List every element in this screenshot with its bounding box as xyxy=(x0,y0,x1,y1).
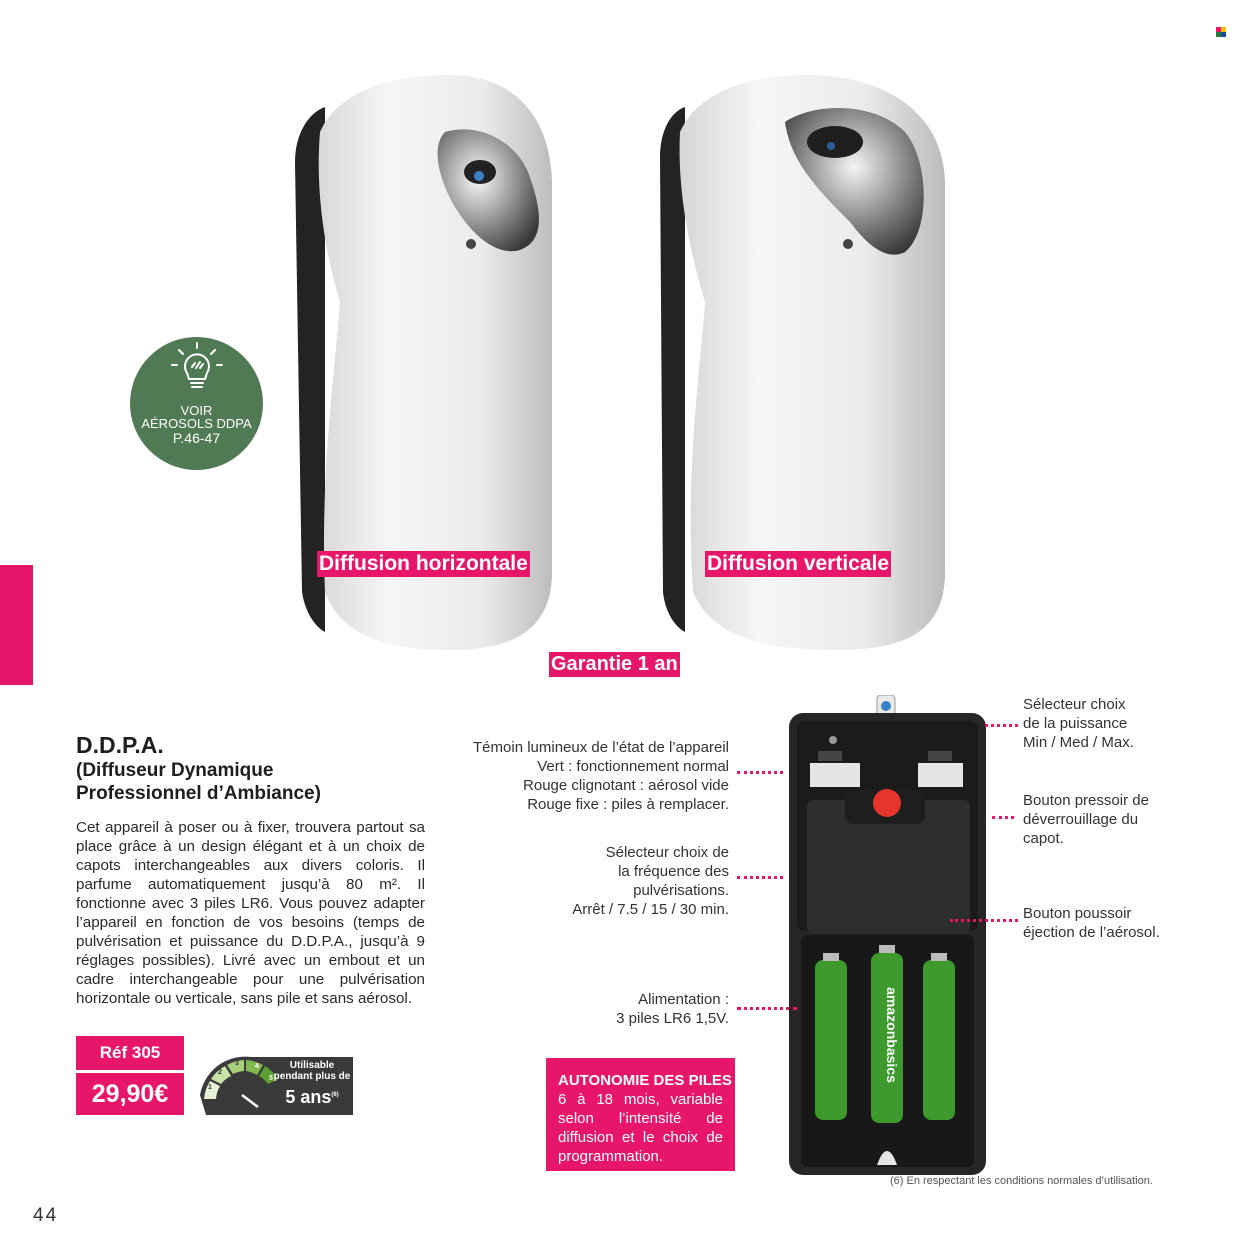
gauge-tick-5: 5 xyxy=(269,1075,273,1082)
product-title: D.D.P.A. xyxy=(76,732,164,758)
autonomy-title: AUTONOMIE DES PILES xyxy=(558,1072,732,1089)
badge-line-2: AÉROSOLS DDPA xyxy=(141,416,252,431)
puissance-line-3: Min / Med / Max. xyxy=(1023,734,1134,751)
annotation-puissance xyxy=(1023,695,1193,752)
badge-line-3: P.46-47 xyxy=(172,430,221,446)
alimentation-line-2: 3 piles LR6 1,5V. xyxy=(616,1010,729,1027)
battery-autonomy-box xyxy=(546,1058,735,1171)
corner-marker-icon xyxy=(1216,24,1226,34)
usage-duration-gauge xyxy=(198,1055,353,1117)
temoin-line-3: Rouge clignotant : aérosol vide xyxy=(523,777,729,794)
annotation-bouton-ejection xyxy=(1023,904,1213,942)
footnote: (6) En respectant les conditions normales d’utilisation. xyxy=(890,1175,1153,1187)
subtitle-line-1: (Diffuseur Dynamique xyxy=(76,760,274,781)
alimentation-pointer xyxy=(737,1007,797,1010)
price-badge: 29,90€ xyxy=(76,1073,184,1115)
bouton-ejection-line-1: Bouton poussoir xyxy=(1023,905,1132,922)
badge-line-1: VOIR xyxy=(180,403,213,418)
reference-badge: Réf 305 xyxy=(76,1036,184,1070)
annotation-temoin xyxy=(420,738,729,814)
aerosol-reference-badge[interactable] xyxy=(130,337,263,470)
bouton-capot-line-1: Bouton pressoir de xyxy=(1023,792,1149,809)
puissance-line-1: Sélecteur choix xyxy=(1023,696,1126,713)
alimentation-line-1: Alimentation : xyxy=(638,991,729,1008)
product-description: Cet appareil à poser ou à fixer, trouvera partout sa place grâce à un design élégant et à un choix de capots interchangeables aux divers coloris. Il parfume automatiquement jusqu’à 80 m². Il fonctionne avec 3 piles LR6. Vous pouvez adapter l’appareil en fonction de vos besoins (temps de pulvérisation et puissance du D.D.P.A., jusqu’à 9 réglages possibles). Livré avec un embout et un cadre interchangeable pour une pulvérisation horizontale ou verticale, sans pile et sans aérosol. xyxy=(76,819,425,1007)
vertical-diffusion-label: Diffusion verticale xyxy=(707,552,890,575)
horizontal-diffusion-label: Diffusion horizontale xyxy=(319,552,528,575)
warranty-label: Garantie 1 an xyxy=(551,653,678,675)
gauge-tick-3: 3 xyxy=(235,1060,239,1067)
temoin-line-4: Rouge fixe : piles à remplacer. xyxy=(527,796,729,813)
bouton-capot-line-2: déverrouillage du xyxy=(1023,811,1139,828)
diffuser-open-interior-image xyxy=(785,695,990,1177)
bouton-ejection-line-2: éjection de l’aérosol. xyxy=(1023,924,1160,941)
temoin-pointer xyxy=(737,771,783,774)
subtitle-line-2: Professionnel d’Ambiance) xyxy=(76,783,321,804)
product-subtitle xyxy=(76,759,321,805)
puissance-pointer xyxy=(985,724,1018,727)
frequence-line-4: Arrêt / 7.5 / 15 / 30 min. xyxy=(572,901,729,918)
battery-brand-text: amazonbasics xyxy=(884,987,900,1083)
bouton-capot-pointer xyxy=(992,816,1014,819)
page-number: 44 xyxy=(33,1205,59,1226)
annotation-bouton-capot xyxy=(1023,791,1193,848)
usage-line-2: pendant plus de xyxy=(273,1071,351,1082)
temoin-line-2: Vert : fonctionnement normal xyxy=(537,758,729,775)
annotation-alimentation xyxy=(560,990,729,1028)
usage-note: (6) xyxy=(331,1092,339,1098)
bouton-ejection-pointer xyxy=(950,919,1018,922)
frequence-line-3: pulvérisations. xyxy=(633,882,729,899)
section-tab xyxy=(0,565,33,685)
gauge-tick-2: 2 xyxy=(218,1069,222,1076)
temoin-line-1: Témoin lumineux de l’état de l’appareil xyxy=(473,739,729,756)
battery-3 xyxy=(923,953,955,1120)
puissance-line-2: de la puissance xyxy=(1023,715,1128,732)
bouton-capot-line-3: capot. xyxy=(1023,830,1064,847)
battery-2 xyxy=(871,945,903,1123)
battery-1 xyxy=(815,953,847,1120)
usage-years: 5 ans xyxy=(285,1087,332,1107)
lightbulb-icon xyxy=(167,341,227,397)
gauge-tick-4: 4 xyxy=(255,1063,259,1070)
autonomy-body: 6 à 18 mois, variable selon l’intensité de diffusion et le choix de programmation. xyxy=(558,1091,723,1165)
frequence-line-2: la fréquence des xyxy=(618,863,729,880)
annotation-frequence xyxy=(520,843,729,919)
frequence-pointer xyxy=(737,876,783,879)
gauge-tick-1: 1 xyxy=(208,1084,212,1091)
usage-line-1: Utilisable xyxy=(289,1060,335,1071)
frequence-line-1: Sélecteur choix de xyxy=(605,844,729,861)
